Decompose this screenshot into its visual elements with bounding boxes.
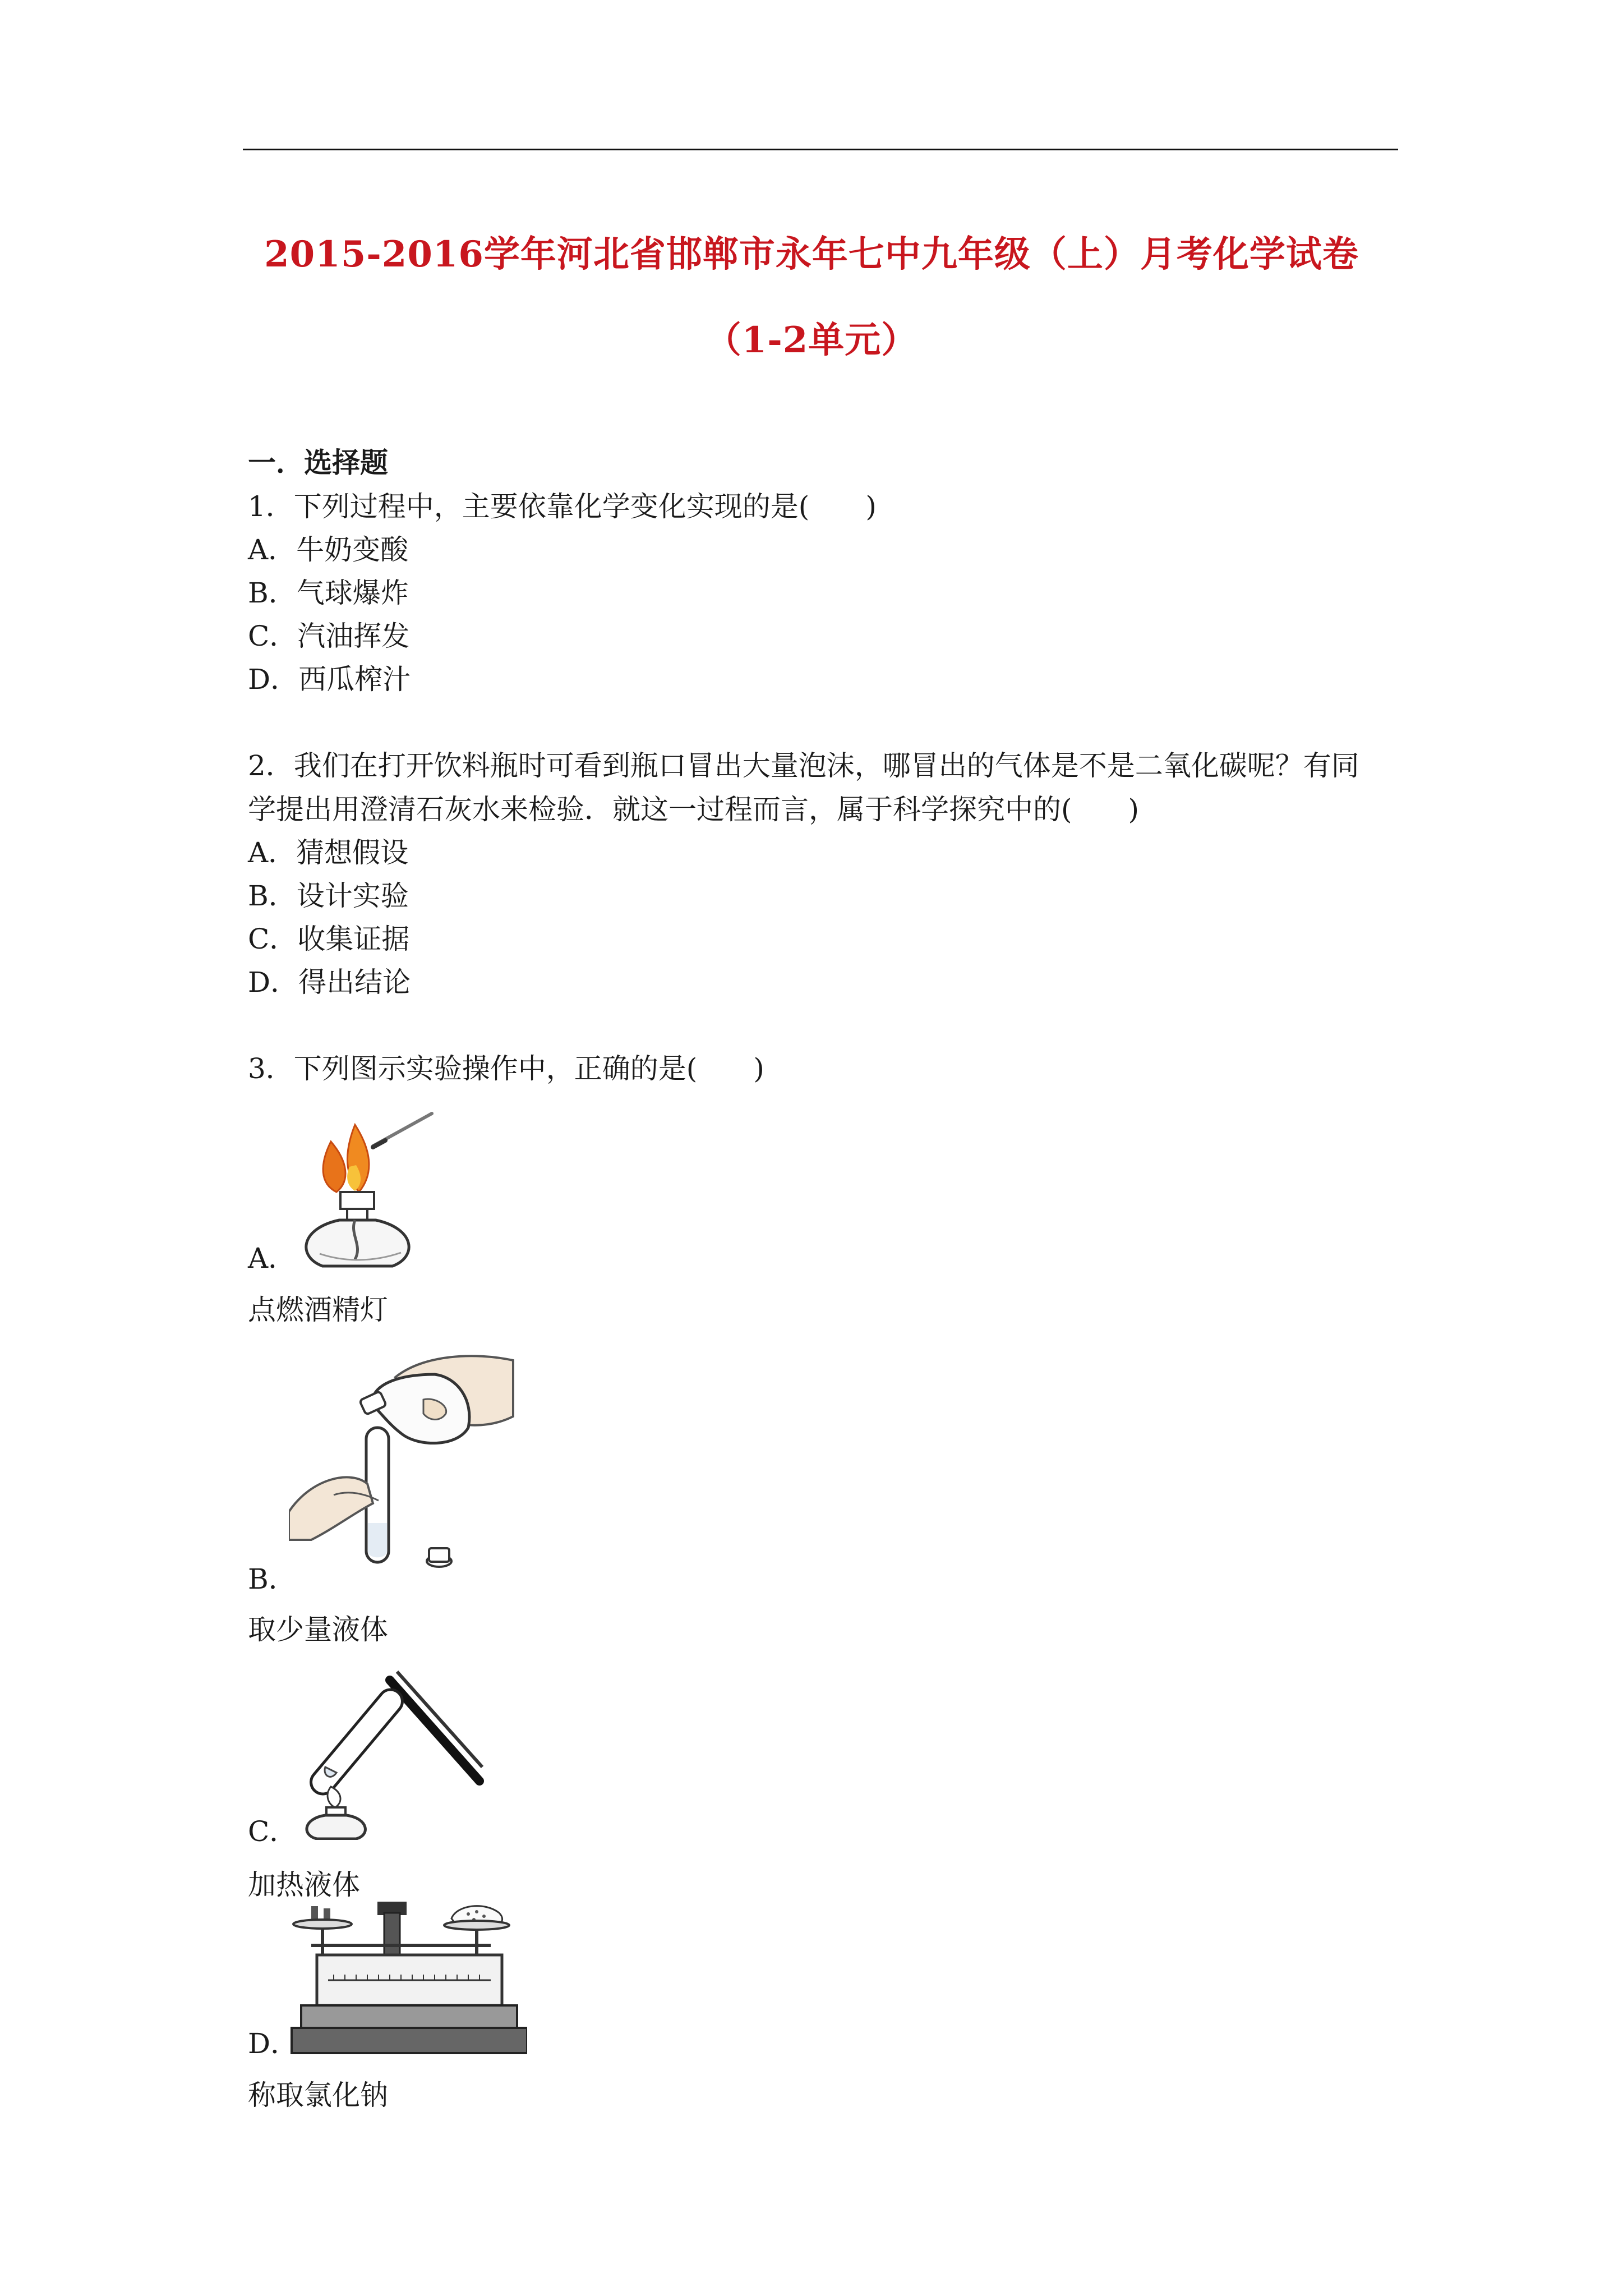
q2-option-b: B．设计实验 bbox=[248, 880, 409, 912]
q1-option-b: B．气球爆炸 bbox=[248, 577, 409, 609]
heat-liquid-test-tube-icon bbox=[292, 1655, 488, 1840]
question-1-stem: 1．下列过程中，主要依靠化学变化实现的是( ) bbox=[248, 490, 877, 523]
alcohol-lamp-lighting-icon bbox=[289, 1102, 440, 1276]
q3-option-c-letter: C． bbox=[248, 1815, 298, 1848]
question-2-stem-line-1: 2．我们在打开饮料瓶时可看到瓶口冒出大量泡沫，哪冒出的气体是不是二氧化碳呢？有同 bbox=[248, 749, 1359, 782]
header-rule bbox=[243, 149, 1398, 150]
balance-weighing-icon bbox=[289, 1902, 527, 2059]
exam-subtitle: （1-2单元） bbox=[705, 319, 918, 361]
section-heading: 一．选择题 bbox=[248, 446, 388, 479]
q1-option-c: C．汽油挥发 bbox=[248, 620, 410, 652]
q3-option-d-caption: 称取氯化钠 bbox=[248, 2079, 388, 2111]
q1-option-a: A．牛奶变酸 bbox=[248, 533, 409, 566]
q3-option-d-letter: D． bbox=[248, 2027, 299, 2060]
q3-option-a-caption: 点燃酒精灯 bbox=[248, 1294, 388, 1326]
q2-option-a: A．猜想假设 bbox=[248, 836, 409, 869]
question-3-stem: 3．下列图示实验操作中，正确的是( ) bbox=[248, 1052, 764, 1085]
q2-option-c: C．收集证据 bbox=[248, 923, 410, 955]
q2-option-d: D．得出结论 bbox=[248, 966, 411, 999]
q3-option-c-caption: 加热液体 bbox=[248, 1869, 360, 1901]
exam-title: 2015-2016学年河北省邯郸市永年七中九年级（上）月考化学试卷 bbox=[264, 233, 1359, 275]
q3-option-a-letter: A． bbox=[248, 1242, 297, 1274]
question-2-stem-line-2: 学提出用澄清石灰水来检验．就这一过程而言，属于科学探究中的( ) bbox=[248, 793, 1140, 826]
q3-option-b-caption: 取少量液体 bbox=[248, 1613, 388, 1646]
q3-option-b-letter: B． bbox=[248, 1563, 297, 1595]
pour-liquid-test-tube-icon bbox=[289, 1343, 519, 1579]
q1-option-d: D．西瓜榨汁 bbox=[248, 663, 411, 696]
